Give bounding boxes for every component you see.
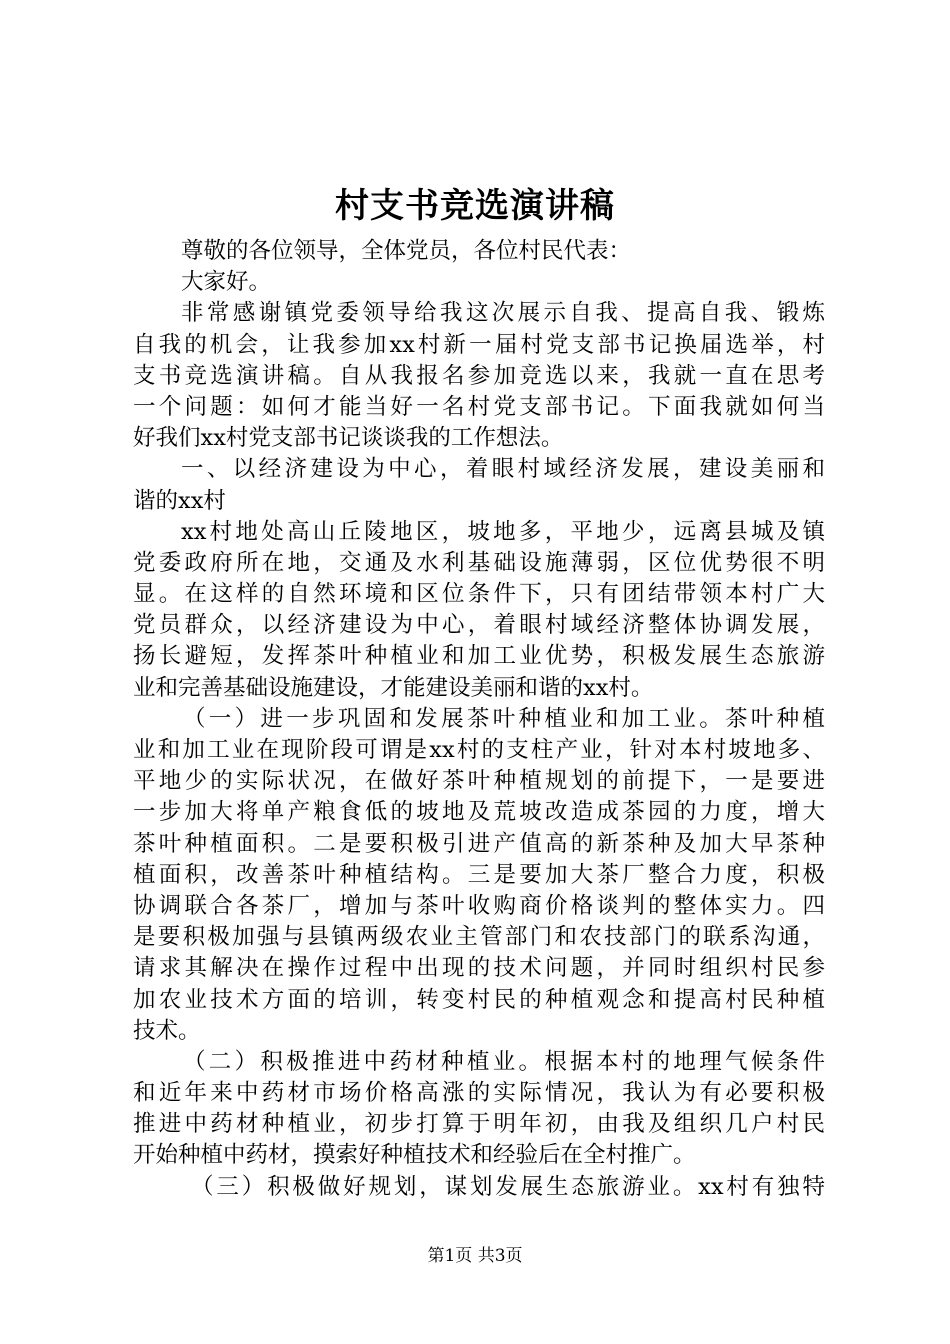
paragraph-line: （一）进一步巩固和发展茶叶种植业和加工业。茶叶种植 (183, 705, 825, 732)
paragraph-line: 请求其解决在操作过程中出现的技术问题，并同时组织村民参 (133, 955, 825, 982)
paragraph-line: 一步加大将单产粮食低的坡地及荒坡改造成茶园的力度，增大 (133, 799, 825, 826)
greeting-line: 大家好。 (181, 269, 272, 296)
paragraph-line: 业和完善基础设施建设，才能建设美丽和谐的xx村。 (133, 674, 654, 701)
document-title: 村支书竞选演讲稿 (335, 186, 615, 226)
paragraph-line: 业和加工业在现阶段可谓是xx村的支柱产业，针对本村坡地多、 (133, 737, 825, 763)
paragraph-line: （二）积极推进中药材种植业。根据本村的地理气候条件 (183, 1048, 825, 1075)
salutation-line: 尊敬的各位领导，全体党员，各位村民代表： (181, 238, 632, 264)
paragraph-line: 一个问题：如何才能当好一名村党支部书记。下面我就如何当 (133, 393, 825, 420)
paragraph-line: 党委政府所在地，交通及水利基础设施薄弱，区位优势很不明 (133, 549, 825, 576)
page-number-footer: 第1页 共3页 (427, 1246, 523, 1266)
document-body (133, 236, 825, 1203)
paragraph-line: 扬长避短，发挥茶叶种植业和加工业优势，积极发展生态旅游 (133, 643, 825, 670)
paragraph-line: 支书竞选演讲稿。自从我报名参加竞选以来，我就一直在思考 (133, 362, 825, 389)
paragraph-line: 植面积，改善茶叶种植结构。三是要加大茶厂整合力度，积极 (133, 861, 825, 888)
paragraph-line: （三）积极做好规划，谋划发展生态旅游业。xx村有独特 (191, 1173, 825, 1200)
paragraph-line: 好我们xx村党支部书记谈谈我的工作想法。 (133, 425, 564, 452)
paragraph-line: 协调联合各茶厂，增加与茶叶收购商价格谈判的整体实力。四 (133, 892, 825, 919)
paragraph-line: 平地少的实际状况，在做好茶叶种植规划的前提下，一是要进 (133, 768, 825, 795)
paragraph-line: 是要积极加强与县镇两级农业主管部门和农技部门的联系沟通， (133, 924, 825, 951)
paragraph-line: 显。在这样的自然环境和区位条件下，只有团结带领本村广大 (133, 581, 825, 608)
paragraph-line: 自我的机会，让我参加xx村新一届村党支部书记换届选举，村 (133, 331, 825, 358)
paragraph-line: 非常感谢镇党委领导给我这次展示自我、提高自我、锻炼 (181, 300, 825, 327)
section-heading-line: 一、以经济建设为中心，着眼村域经济发展，建设美丽和 (181, 456, 825, 483)
paragraph-line: 茶叶种植面积。二是要积极引进产值高的新茶种及加大早茶种 (133, 830, 825, 857)
paragraph-line: 推进中药材种植业，初步打算于明年初，由我及组织几户村民 (133, 1111, 825, 1138)
paragraph-line: 技术。 (133, 1017, 201, 1044)
paragraph-line: 和近年来中药材市场价格高涨的实际情况，我认为有必要积极 (133, 1080, 825, 1107)
paragraph-line: xx村地处高山丘陵地区，坡地多，平地少，远离县城及镇 (181, 518, 825, 545)
paragraph-line: 开始种植中药材，摸索好种植技术和经验后在全村推广。 (133, 1142, 696, 1169)
paragraph-line: 党员群众，以经济建设为中心，着眼村域经济整体协调发展， (133, 612, 825, 639)
section-heading-line: 谐的xx村 (133, 487, 226, 514)
paragraph-line: 加农业技术方面的培训，转变村民的种植观念和提高村民种植 (133, 986, 825, 1013)
